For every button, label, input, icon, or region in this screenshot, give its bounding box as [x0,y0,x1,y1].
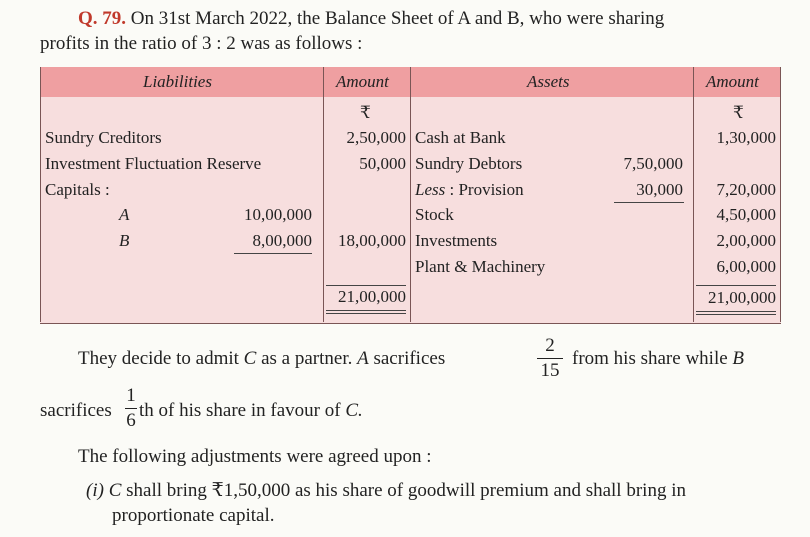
plant-label: Plant & Machinery [415,257,546,276]
assets-total: 21,00,000 [708,288,776,307]
header-amount-left: Amount [336,72,389,91]
question-line-2: profits in the ratio of 3 : 2 was as follows : [40,33,363,54]
total-rule-top [326,285,406,286]
question-number: Q. 79. [78,8,127,29]
provision-amount: 30,000 [636,180,683,199]
stock-amount: 4,50,000 [716,205,776,224]
underline [234,253,312,254]
total-rule-top [696,285,776,286]
paragraph-2-end [139,400,363,422]
liabilities-total: 21,00,000 [338,287,406,306]
provision-word: : Provision [449,180,524,199]
text-span: from his share while [572,348,728,369]
debtors-net: 7,20,000 [716,180,776,199]
text-span: C. [345,400,363,421]
text-span: shall bring ₹1,50,000 as his share of goodwill premium and shall bring in [126,480,686,501]
adjustment-item-1-cont: proportionate capital. [112,505,275,526]
text-span: They decide to admit [78,348,239,369]
divider [410,67,411,322]
investments-amount: 2,00,000 [716,231,776,250]
text-span: th of his share in favour of [139,400,341,421]
underline [614,202,684,203]
less-word: Less [415,180,446,199]
paragraph-2-start: sacrifices [40,400,112,421]
sundry-creditors-label: Sundry Creditors [45,128,162,147]
divider [40,67,41,322]
cash-amount: 1,30,000 [716,128,776,147]
fraction-bar [537,358,563,359]
divider [323,67,324,322]
fraction-numerator: 2 [545,335,555,356]
total-rule-bottom [326,313,406,314]
capitals-total: 18,00,000 [338,231,406,250]
text-span: B [732,348,745,369]
plant-amount: 6,00,000 [716,257,776,276]
fraction-denominator: 6 [126,410,136,431]
paragraph-1-end [572,348,744,370]
total-rule-bottom [696,311,776,312]
capital-a-label: A [119,205,130,224]
header-assets: Assets [527,72,570,91]
text-span: C [243,348,257,369]
text-span: as a partner. [261,348,353,369]
ifr-label: Investment Fluctuation Reserve [45,154,262,173]
capital-a-amount: 10,00,000 [244,205,312,224]
fraction-2-15 [537,335,563,382]
fraction-bar [125,408,137,409]
text-span: sacrifices [373,348,446,369]
header-liabilities: Liabilities [143,72,212,91]
currency-symbol: ₹ [360,103,371,122]
text-span: C [108,480,122,501]
text-span: A [357,348,369,369]
header-amount-right: Amount [706,72,759,91]
question-text-1: On 31st March 2022, the Balance Sheet of A and B, who were sharing [130,8,665,29]
item-number: (i) [86,480,104,501]
capitals-label: Capitals : [45,180,110,199]
capital-b-amount: 8,00,000 [252,231,312,250]
debtors-gross: 7,50,000 [623,154,683,173]
stock-label: Stock [415,205,454,224]
divider [780,67,781,322]
total-rule-bottom [326,310,406,311]
provision-label [415,180,524,200]
currency-symbol: ₹ [733,103,744,122]
fraction-numerator: 1 [126,385,136,406]
divider [693,67,694,322]
adjustments-intro: The following adjustments were agreed upon : [78,446,432,467]
fraction-1-6 [125,385,137,432]
investments-label: Investments [415,231,498,250]
total-rule-bottom [696,314,776,315]
sundry-creditors-amount: 2,50,000 [346,128,406,147]
ifr-amount: 50,000 [359,154,406,173]
fraction-denominator: 15 [540,360,560,381]
adjustment-item-1 [86,479,686,502]
question-line-1 [78,8,664,30]
capital-b-label: B [119,231,130,250]
paragraph-1-start [78,348,445,370]
cash-label: Cash at Bank [415,128,506,147]
debtors-label: Sundry Debtors [415,154,523,173]
